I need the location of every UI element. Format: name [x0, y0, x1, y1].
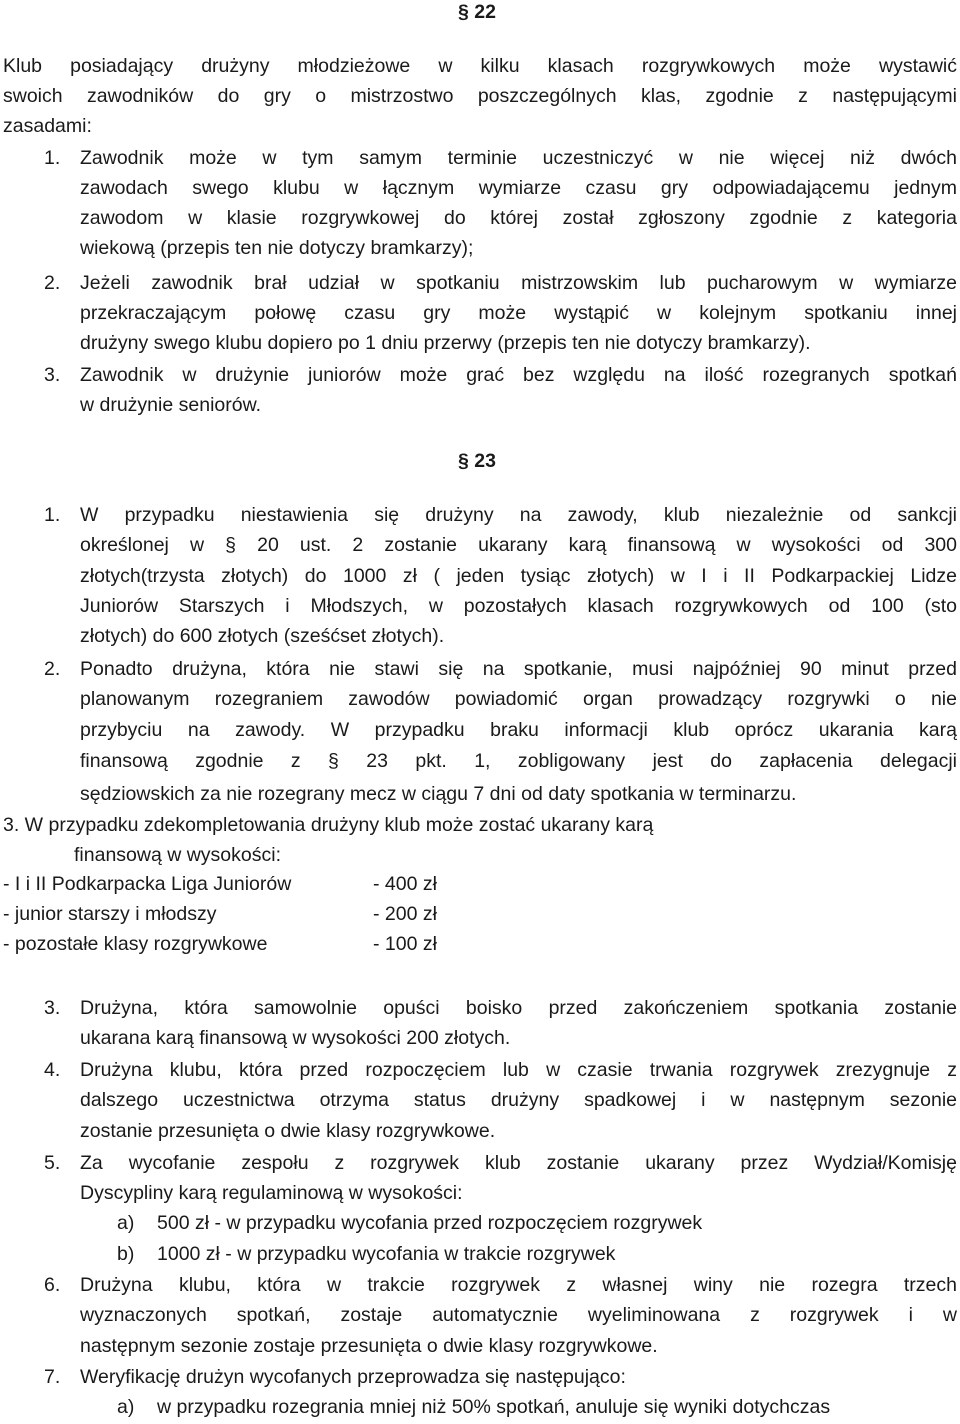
list-item-line: ukarana karą finansową w wysokości 200 złotych.: [80, 1027, 511, 1049]
sub-item-text: 1000 zł - w przypadku wycofania w trakcie rozgrywek: [157, 1243, 616, 1265]
sub-item-letter: b): [117, 1243, 135, 1265]
list-item-line: określonej w § 20 ust. 2 zostanie ukarany karą finansową w wysokości od 300: [80, 534, 957, 556]
list-item-line: w drużynie seniorów.: [80, 394, 262, 416]
sub-item-letter: a): [117, 1396, 135, 1418]
list-item-line: Drużyna, która samowolnie opuści boisko przed zakończeniem spotkania zostanie: [80, 997, 957, 1019]
list-item-line: Weryfikację drużyn wycofanych przeprowadza się następująco:: [80, 1366, 626, 1388]
list-item-line: planowanym rozegraniem zawodów powiadomić organ prowadzący rozgrywki o nie: [80, 688, 957, 710]
list-number: 7.: [44, 1366, 61, 1388]
intro-line: Klub posiadający drużyny młodzieżowe w kilku klasach rozgrywkowych może wystawić: [3, 55, 957, 77]
list-number: 3.: [44, 364, 61, 386]
section-22-heading: § 22: [458, 1, 496, 23]
list-item-line: sędziowskich za nie rozegrany mecz w ciągu 7 dni od daty spotkania w terminarzu.: [80, 783, 797, 805]
list-item-line: finansową w wysokości:: [74, 844, 281, 866]
fine-label: - junior starszy i młodszy: [3, 903, 217, 925]
list-item-line: W przypadku niestawienia się drużyny na zawody, klub niezależnie od sankcji: [80, 504, 957, 526]
intro-line: swoich zawodników do gry o mistrzostwo poszczególnych klas, zgodnie z następującymi: [3, 85, 957, 107]
list-item-line: zostanie przesunięta o dwie klasy rozgrywkowe.: [80, 1120, 496, 1142]
list-item-line: Drużyna klubu, która w trakcie rozgrywek z własnej winy nie rozegra trzech: [80, 1274, 957, 1296]
fine-amount: - 200 zł: [373, 903, 437, 925]
list-item-line: Dyscypliny karą regulaminową w wysokości:: [80, 1182, 463, 1204]
list-item-line: Zawodnik w drużynie juniorów może grać bez względu na ilość rozegranych spotkań: [80, 364, 957, 386]
list-number: 2.: [44, 658, 61, 680]
section-23-heading: § 23: [458, 450, 496, 472]
fine-label: - pozostałe klasy rozgrywkowe: [3, 933, 268, 955]
intro-line: zasadami:: [3, 115, 92, 137]
list-item-line: 3. W przypadku zdekompletowania drużyny klub może zostać ukarany karą: [3, 814, 654, 836]
list-item-line: zawodach swego klubu w łącznym wymiarze czasu gry odpowiadającemu jednym: [80, 177, 957, 199]
list-item-line: zawodom w klasie rozgrywkowej do której został zgłoszony zgodnie z kategoria: [80, 207, 957, 229]
list-number: 6.: [44, 1274, 61, 1296]
list-item-line: wiekową (przepis ten nie dotyczy bramkarzy);: [80, 237, 474, 259]
list-item-line: Zawodnik może w tym samym terminie uczestniczyć w nie więcej niż dwóch: [80, 147, 957, 169]
list-item-line: Drużyna klubu, która przed rozpoczęciem lub w czasie trwania rozgrywek zrezygnuje z: [80, 1059, 957, 1081]
list-item-line: Jeżeli zawodnik brał udział w spotkaniu mistrzowskim lub pucharowym w wymiarze: [80, 272, 957, 294]
fine-amount: - 400 zł: [373, 873, 437, 895]
list-number: 3.: [44, 997, 61, 1019]
sub-item-text: w przypadku rozegrania mniej niż 50% spotkań, anuluje się wyniki dotychczas: [157, 1396, 831, 1418]
list-item-line: Juniorów Starszych i Młodszych, w pozostałych klasach rozgrywkowych od 100 (sto: [80, 595, 957, 617]
fine-label: - I i II Podkarpacka Liga Juniorów: [3, 873, 292, 895]
list-item-line: Za wycofanie zespołu z rozgrywek klub zostanie ukarany przez Wydział/Komisję: [80, 1152, 957, 1174]
list-item-line: przekraczającym połowę czasu gry może wystąpić w kolejnym spotkaniu innej: [80, 302, 957, 324]
list-item-line: następnym sezonie zostaje przesunięta o dwie klasy rozgrywkowe.: [80, 1335, 658, 1357]
list-item-line: drużyny swego klubu dopiero po 1 dniu przerwy (przepis ten nie dotyczy bramkarzy).: [80, 332, 811, 354]
list-item-line: złotych(trzysta złotych) do 1000 zł ( jeden tysiąc złotych) w I i II Podkarpackiej Lidze: [80, 565, 957, 587]
list-number: 1.: [44, 147, 61, 169]
list-number: 5.: [44, 1152, 61, 1174]
list-item-line: Ponadto drużyna, która nie stawi się na spotkanie, musi najpóźniej 90 minut przed: [80, 658, 957, 680]
list-item-line: złotych) do 600 złotych (sześćset złotych).: [80, 625, 445, 647]
list-item-line: finansową zgodnie z § 23 pkt. 1, zobligowany jest do zapłacenia delegacji: [80, 750, 957, 772]
list-item-line: przybyciu na zawody. W przypadku braku informacji klub oprócz ukarania karą: [80, 719, 957, 741]
list-item-line: dalszego uczestnictwa otrzyma status drużyny spadkowej i w następnym sezonie: [80, 1089, 957, 1111]
list-number: 2.: [44, 272, 61, 294]
list-number: 4.: [44, 1059, 61, 1081]
fine-amount: - 100 zł: [373, 933, 437, 955]
sub-item-text: 500 zł - w przypadku wycofania przed rozpoczęciem rozgrywek: [157, 1212, 703, 1234]
list-number: 1.: [44, 504, 61, 526]
list-item-line: wyznaczonych spotkań, zostaje automatycznie wyeliminowana z rozgrywek i w: [80, 1304, 957, 1326]
sub-item-letter: a): [117, 1212, 135, 1234]
